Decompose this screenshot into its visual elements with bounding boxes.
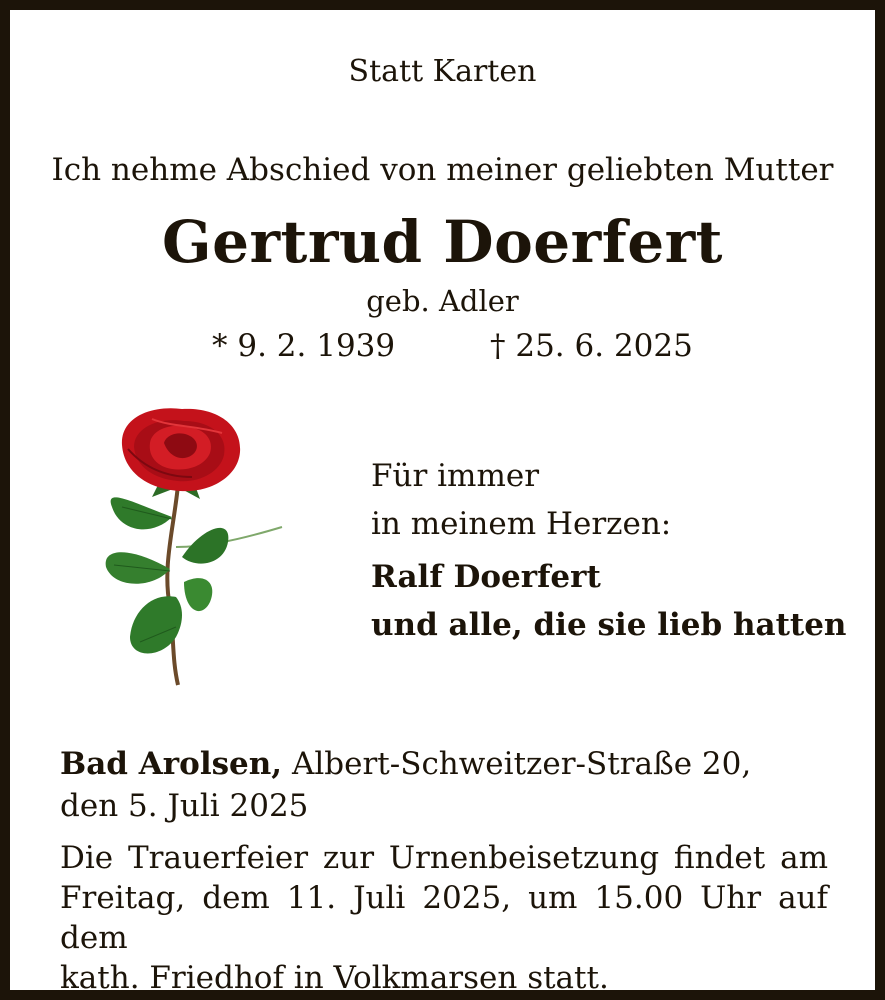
mourner-name: Ralf Doerfert	[371, 559, 601, 595]
header-text: Statt Karten	[348, 54, 537, 89]
deceased-name: Gertrud Doerfert	[162, 208, 723, 276]
notice-line-1: Die Trauerfeier zur Urnenbeisetzung findet am	[60, 840, 828, 876]
date-line: den 5. Juli 2025	[60, 788, 309, 824]
intro-text: Ich nehme Abschied von meiner geliebten Mutter	[51, 152, 834, 188]
death-date: † 25. 6. 2025	[490, 328, 693, 364]
address-line	[60, 746, 751, 782]
maiden-name: geb. Adler	[366, 284, 519, 318]
mourners-others: und alle, die sie lieb hatten	[371, 607, 847, 643]
address-street: Albert-Schweitzer-Straße 20,	[291, 746, 752, 782]
red-rose-icon	[92, 397, 292, 687]
poem-line-2: in meinem Herzen:	[371, 506, 672, 542]
funeral-notice	[60, 838, 828, 998]
address-city: Bad Arolsen,	[60, 746, 283, 782]
birth-date: * 9. 2. 1939	[212, 328, 396, 364]
notice-line-3: kath. Friedhof in Volkmarsen statt.	[60, 960, 609, 996]
poem-line-1: Für immer	[371, 458, 540, 494]
notice-line-2: Freitag, dem 11. Juli 2025, um 15.00 Uhr auf dem	[60, 880, 828, 956]
